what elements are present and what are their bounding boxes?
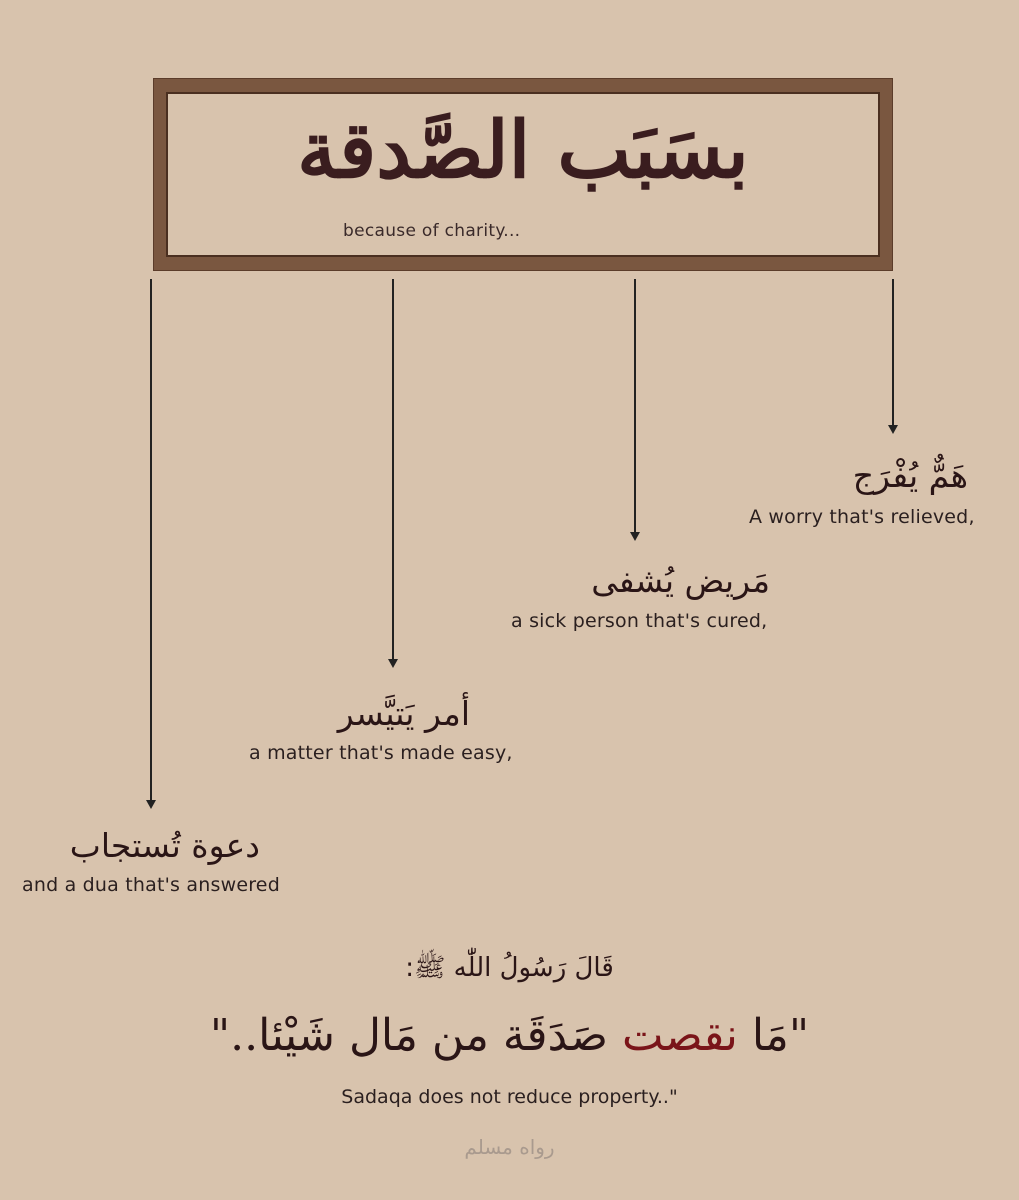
arrowhead-4 bbox=[146, 800, 156, 809]
hadith-quote-accent: نقصت bbox=[622, 1010, 738, 1061]
arrow-line-3 bbox=[392, 279, 394, 661]
title-english: because of charity... bbox=[343, 221, 521, 241]
hadith-quote bbox=[0, 1010, 1019, 1061]
item-1-english: A worry that's relieved, bbox=[749, 506, 975, 528]
arrowhead-2 bbox=[630, 532, 640, 541]
item-4-arabic: دعوة تُستجاب bbox=[69, 826, 260, 865]
item-4-english: and a dua that's answered bbox=[22, 874, 280, 896]
arrow-line-4 bbox=[150, 279, 152, 802]
title-arabic: بسَبَب الصَّدقة bbox=[297, 105, 749, 196]
title-frame bbox=[153, 78, 893, 271]
arrow-line-2 bbox=[634, 279, 636, 534]
hadith-quote-open: "مَا bbox=[737, 1010, 810, 1061]
item-2-arabic: مَريض يُشفى bbox=[591, 561, 770, 600]
item-3-english: a matter that's made easy, bbox=[249, 742, 513, 764]
item-2-english: a sick person that's cured, bbox=[511, 610, 768, 632]
hadith-intro: قَالَ رَسُولُ اللّٰه ﷺ: bbox=[405, 953, 614, 983]
hadith-quote-rest: صَدَقَة من مَال شَيْئا.." bbox=[209, 1010, 622, 1061]
arrowhead-3 bbox=[388, 659, 398, 668]
hadith-english: Sadaqa does not reduce property.." bbox=[341, 1086, 678, 1108]
arrow-line-1 bbox=[892, 279, 894, 427]
narrator: رواه مسلم bbox=[464, 1135, 555, 1159]
item-1-arabic: هَمٌّ يُفْرَج bbox=[852, 456, 968, 495]
item-3-arabic: أمر يَتيَّسر bbox=[337, 694, 470, 733]
arrowhead-1 bbox=[888, 425, 898, 434]
title-panel bbox=[166, 92, 880, 257]
